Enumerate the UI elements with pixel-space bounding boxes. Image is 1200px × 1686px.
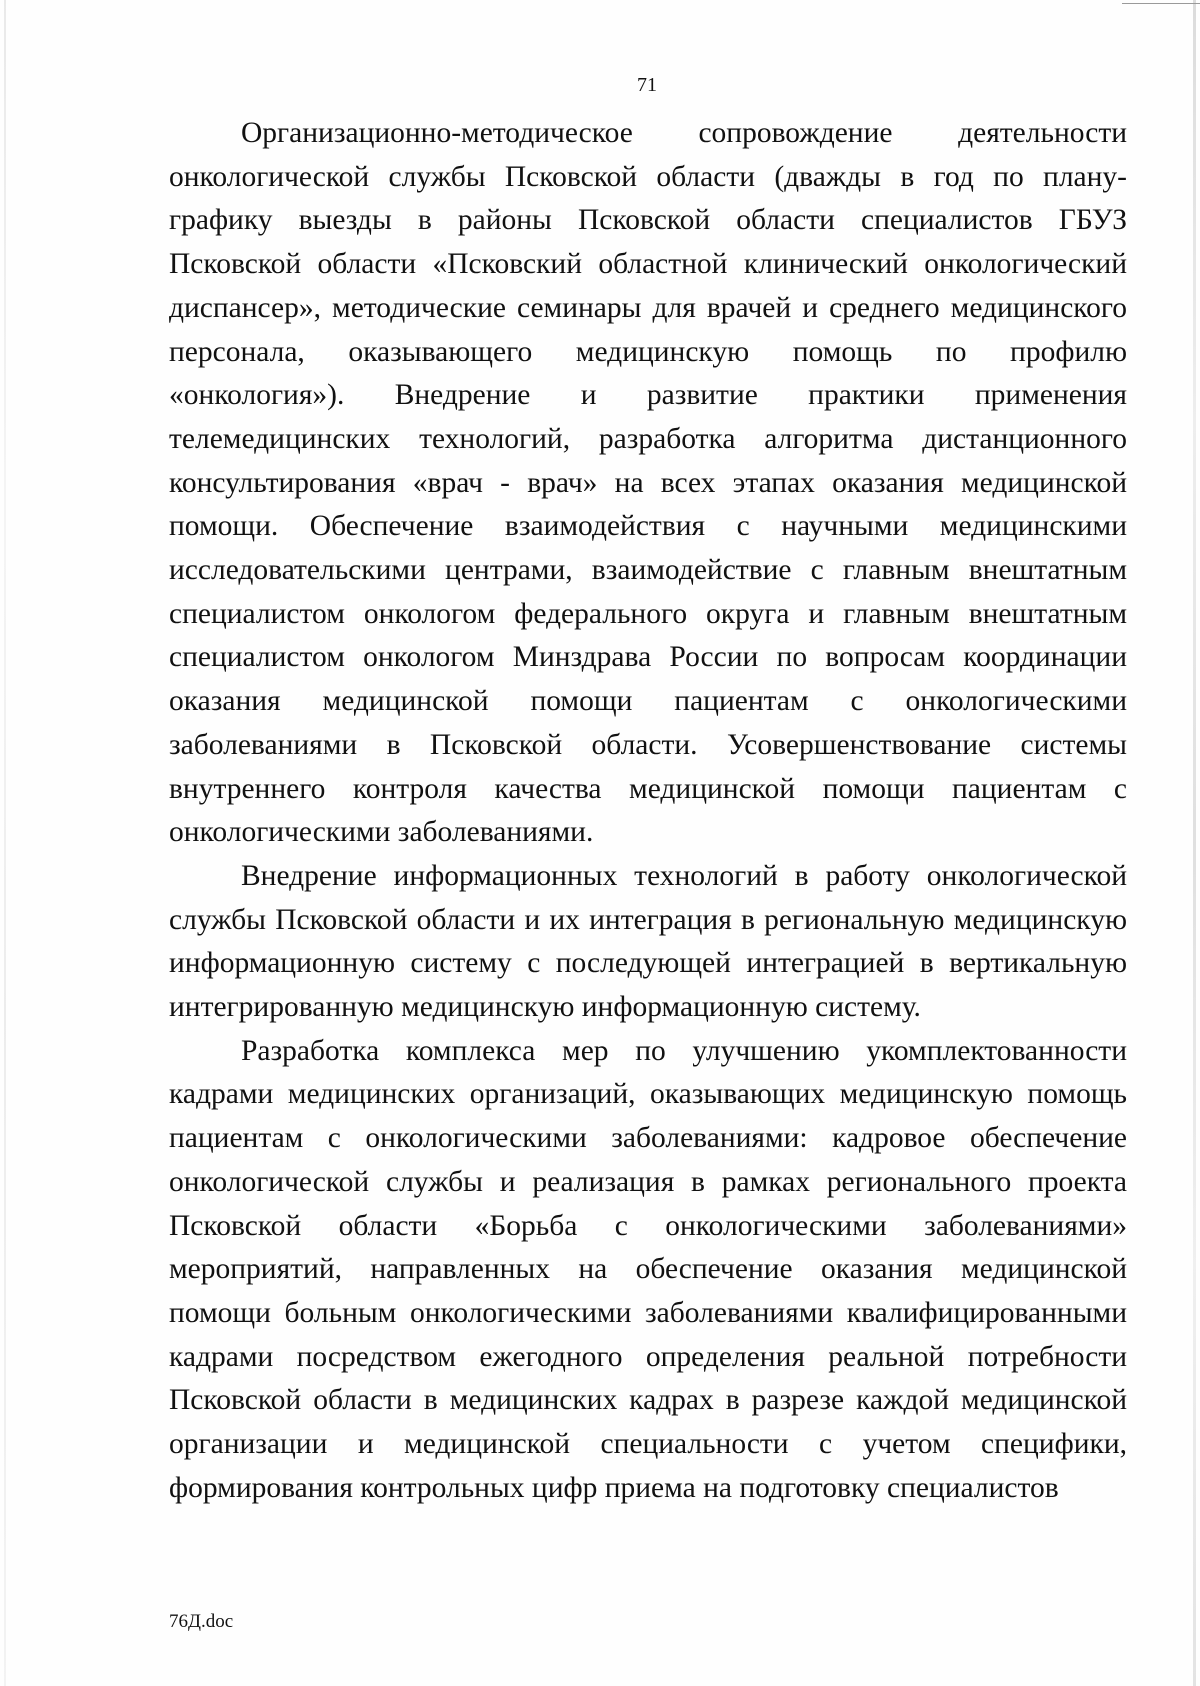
scan-edge-right [1193, 0, 1196, 1686]
document-body [169, 112, 1127, 1511]
scan-top-line [1122, 3, 1200, 4]
page-number: 71 [637, 74, 657, 96]
paragraph-staffing-measures: Разработка комплекса мер по улучшению укомплектованности кадрами медицинских организаций, оказывающих медицинскую помощь пациентам с онкологическими заболеваниями: кадровое обеспечение онкологической службы и реализация в рамках регионального проекта Псковской области «Борьба с онкологическими заболеваниями» мероприятий, направленных на обеспечение оказания медицинской помощи больным онкологическими заболеваниями квалифицированными кадрами посредством ежегодного определения реальной потребности Псковской области в медицинских кадрах в разрезе каждой медицинской организации и медицинской специальности с учетом специфики, формирования контрольных цифр приема на подготовку специалистов [169, 1034, 1127, 1504]
paragraph-methodological-support: Организационно-методическое сопровождение деятельности онкологической службы Псковской области (дважды в год по плану-графику выезды в районы Псковской области специалистов ГБУЗ Псковской области «Псковский областной клинический онкологический диспансер», методические семинары для врачей и среднего медицинского персонала, оказывающего медицинскую помощь по профилю «онкология»). Внедрение и развитие практики применения телемедицинских технологий, разработка алгоритма дистанционного консультирования «врач - врач» на всех этапах оказания медицинской помощи. Обеспечение взаимодействия с научными медицинскими исследовательскими центрами, взаимодействие с главным внештатным специалистом онкологом федерального округа и главным внештатным специалистом онкологом Минздрава России по вопросам координации оказания медицинской помощи пациентам с онкологическими заболеваниями в Псковской области. Усовершенствование системы внутреннего контроля качества медицинской помощи пациентам с онкологическими заболеваниями. [169, 117, 1127, 849]
footer-filename: 76Д.doc [169, 1611, 234, 1632]
paragraph-information-technologies: Внедрение информационных технологий в работу онкологической службы Псковской области и их интеграция в региональную медицинскую информационную систему с последующей интеграцией в вертикальную интегрированную медицинскую информационную систему. [169, 859, 1127, 1024]
scan-edge-left [4, 0, 6, 1686]
